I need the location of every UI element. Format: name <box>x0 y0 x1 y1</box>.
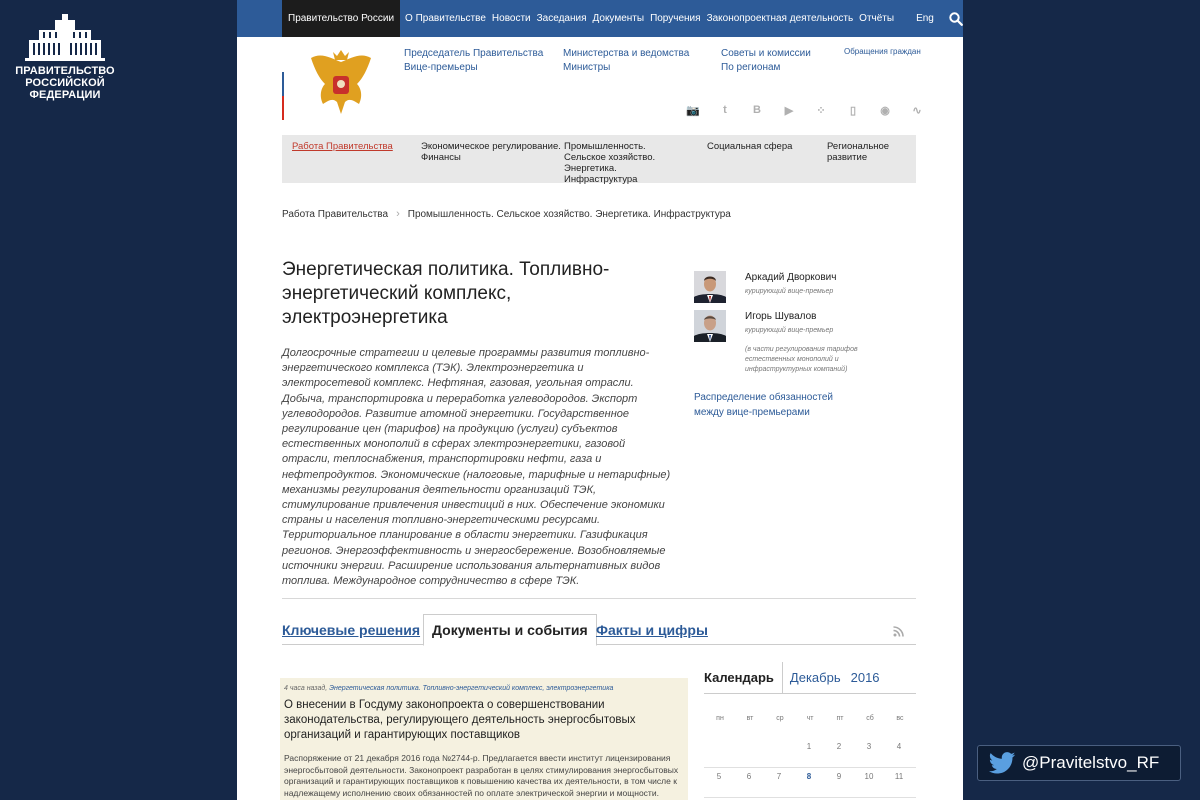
councils-link[interactable]: Советы и комиссии <box>721 48 811 59</box>
weekday-label: вс <box>896 715 904 722</box>
calendar-day[interactable]: 7 <box>776 772 782 781</box>
page-title: Энергетическая политика. Топливно-энергетический комплекс, электроэнергетика <box>282 259 610 328</box>
nav-item-government-russia[interactable]: Правительство России <box>282 0 400 37</box>
russian-tricolor-stripe <box>282 48 284 120</box>
breadcrumb-separator-icon: › <box>396 208 400 220</box>
content-tabs <box>282 614 916 645</box>
calendar-day <box>734 742 764 752</box>
weekday-label: вт <box>746 715 754 722</box>
weekday-label: сб <box>866 715 874 722</box>
topic-description: Долгосрочные стратегии и целевые программы развития топливно-энергетического комплекса (ТЭК). Электроэнергетика и электросетевой комплекс. Нефтяная, газовая, угольная отрасли. Добыча, транспортировка и переработка углеводородов. Экспорт углеводородов. Развитие атомной энергетики. Государственное регулирование цен (тарифов) на продукцию (услуги) субъектов естественных монополий в сферах электроэнергетики, газовой отрасли, теплоснабжения, транспортировки нефти, газа и нефтепродуктов. Экономические (налоговые, тарифные и нетарифные) механизмы регулирования деятельности организаций ТЭК, стимулирование привлечения инвестиций в них. Обеспечение экономики страны и населения топливно-энергетическими ресурсами. Территориальное планирование в области энергетики. Газификация регионов. Энергоэффективность и энергосбережение. Возобновляемые источники энергии. Расширение использования альтернативных видов топлива. Международное сотрудничество в сфере ТЭК. <box>282 347 671 588</box>
tab-label: Факты и цифры <box>596 621 708 638</box>
rss-feed-button[interactable] <box>893 624 904 642</box>
news-time: 4 часа назад, <box>284 685 328 692</box>
calendar-day[interactable]: 11 <box>894 772 904 781</box>
calendar-row-divider <box>704 797 916 798</box>
calendar-day[interactable]: 10 <box>864 772 874 781</box>
avatar <box>694 310 726 342</box>
weekday-label: ср <box>776 715 784 722</box>
header-links-column-1 <box>404 47 543 75</box>
person-name: Игорь Шувалов <box>745 311 817 322</box>
breadcrumb-item-industry[interactable]: Промышленность. Сельское хозяйство. Энергетика. Инфраструктура <box>407 208 731 220</box>
breadcrumb <box>282 208 731 220</box>
header-links-column-3 <box>721 47 811 75</box>
news-meta <box>284 685 684 692</box>
ministers-link[interactable]: Министры <box>563 62 611 73</box>
news-item[interactable] <box>280 678 688 800</box>
regions-link[interactable]: По регионам <box>721 62 781 73</box>
topic-regional-development[interactable]: Региональное развитие <box>827 141 890 163</box>
person-dvorkovich[interactable] <box>694 271 836 303</box>
search-icon <box>949 12 963 26</box>
topics-menu <box>282 135 916 183</box>
topic-social-sphere[interactable]: Социальная сфера <box>707 141 793 152</box>
weekday-label: чт <box>806 715 814 722</box>
nav-item-meetings[interactable]: Заседания <box>536 13 587 24</box>
odnoklassniki-icon[interactable]: ⁘ <box>816 104 826 117</box>
header-links-column-2 <box>563 47 689 75</box>
weekday-label: пт <box>836 715 844 722</box>
calendar-day-highlighted[interactable]: 8 <box>806 772 812 781</box>
mobile-icon[interactable]: ▯ <box>849 104 857 117</box>
government-logo[interactable] <box>14 14 116 101</box>
tab-facts-figures[interactable] <box>596 614 708 645</box>
twitter-bird-icon <box>988 752 1016 774</box>
breadcrumb-item-government-work[interactable]: Работа Правительства <box>282 208 389 220</box>
coat-of-arms-emblem[interactable] <box>309 48 373 123</box>
search-button[interactable] <box>949 0 963 37</box>
calendar-row-divider <box>704 767 916 768</box>
calendar-day[interactable]: 5 <box>716 772 722 781</box>
chairman-link[interactable]: Председатель Правительства <box>404 48 544 59</box>
duties-distribution-link[interactable]: Распределение обязанностей между вице-премьерами <box>694 392 833 418</box>
tab-key-decisions[interactable] <box>282 614 420 645</box>
calendar-day[interactable]: 9 <box>836 772 842 781</box>
nav-item-instructions[interactable]: Поручения <box>650 13 701 24</box>
weekday-label: пн <box>716 715 724 722</box>
news-body: Распоряжение от 21 декабря 2016 года №2744-р. Предлагается ввести институт лицензирования энергосбытовой деятельности. Законопроект разработан в целях стимулирования энергосбытовых организаций и гарантирующих поставщиков к повышению качества их деятельности, в том числе к надлежащему исполнению своих обязанностей по оплате электрической энергии и мощности. <box>284 753 679 798</box>
calendar-month-select[interactable]: Декабрь <box>789 670 841 685</box>
news-title[interactable]: О внесении в Госдуму законопроекта о совершенствовании законодательства, регулирующего деятельность энергосбытовых организаций и гарантирующих поставщиков <box>284 699 636 741</box>
calendar-day[interactable]: 3 <box>866 742 872 751</box>
person-role: курирующий вице-премьер <box>745 288 834 295</box>
top-navigation <box>237 0 963 37</box>
tab-documents-events[interactable] <box>423 614 597 646</box>
tab-label: Ключевые решения <box>282 621 421 638</box>
citizen-appeals-link[interactable]: Обращения граждан <box>844 47 921 56</box>
news-tags-link[interactable]: Энергетическая политика. Топливно-энергетический комплекс, электроэнергетика <box>329 685 614 692</box>
calendar-grid <box>704 715 916 782</box>
person-name: Аркадий Дворкович <box>745 272 837 283</box>
avatar <box>694 271 726 303</box>
person-shuvalov[interactable] <box>694 310 865 375</box>
youtube-icon[interactable]: ▶ <box>784 104 794 117</box>
nav-item-reports[interactable]: Отчёты <box>859 13 895 24</box>
person-note: (в части регулирования тарифов естественных монополий и инфраструктурных компаний) <box>745 346 858 373</box>
vk-icon[interactable]: B <box>753 104 761 116</box>
tab-label: Документы и события <box>432 622 588 638</box>
vice-premiers-link[interactable]: Вице-премьеры <box>404 62 478 73</box>
logo-line-2: РОССИЙСКОЙ <box>25 77 105 89</box>
logo-line-3: ФЕДЕРАЦИИ <box>29 89 101 101</box>
nav-item-about[interactable]: О Правительстве <box>405 13 486 24</box>
calendar-year-select[interactable]: 2016 <box>850 670 880 685</box>
person-role: курирующий вице-премьер <box>745 327 834 334</box>
calendar-day[interactable]: 2 <box>836 742 842 751</box>
website-page <box>237 0 963 800</box>
section-divider <box>282 598 916 599</box>
social-icons-row <box>677 103 933 117</box>
calendar-day[interactable]: 4 <box>896 742 902 751</box>
topic-industry-energy[interactable]: Промышленность. Сельское хозяйство. Энергетика. Инфраструктура <box>564 141 656 185</box>
camera-icon[interactable]: 📷 <box>686 104 700 117</box>
calendar-title: Календарь <box>704 662 783 694</box>
topic-government-work[interactable]: Работа Правительства <box>292 141 393 152</box>
white-house-icon <box>25 14 105 62</box>
rss-icon[interactable]: ∿ <box>912 104 922 117</box>
language-switch[interactable]: Eng <box>916 13 934 24</box>
double-headed-eagle-icon <box>309 48 373 118</box>
nav-item-documents[interactable]: Документы <box>592 13 645 24</box>
eye-icon[interactable]: ◉ <box>880 104 890 117</box>
calendar-header <box>704 662 916 694</box>
ministries-link[interactable]: Министерства и ведомства <box>563 48 690 59</box>
topic-economic-regulation[interactable]: Экономическое регулирование. Финансы <box>421 141 561 163</box>
logo-line-1: ПРАВИТЕЛЬСТВО <box>15 65 115 77</box>
twitter-handle-badge[interactable] <box>977 745 1181 781</box>
rss-icon <box>893 626 904 637</box>
twitter-icon[interactable]: t <box>723 104 727 116</box>
calendar-day[interactable]: 1 <box>806 742 812 751</box>
twitter-handle-text: @Pravitelstvo_RF <box>1022 753 1160 772</box>
calendar-day[interactable]: 6 <box>746 772 752 781</box>
nav-item-news[interactable]: Новости <box>491 13 531 24</box>
nav-item-legislation[interactable]: Законопроектная деятельность <box>706 13 854 24</box>
calendar-day <box>764 742 794 752</box>
calendar-day <box>704 742 734 752</box>
